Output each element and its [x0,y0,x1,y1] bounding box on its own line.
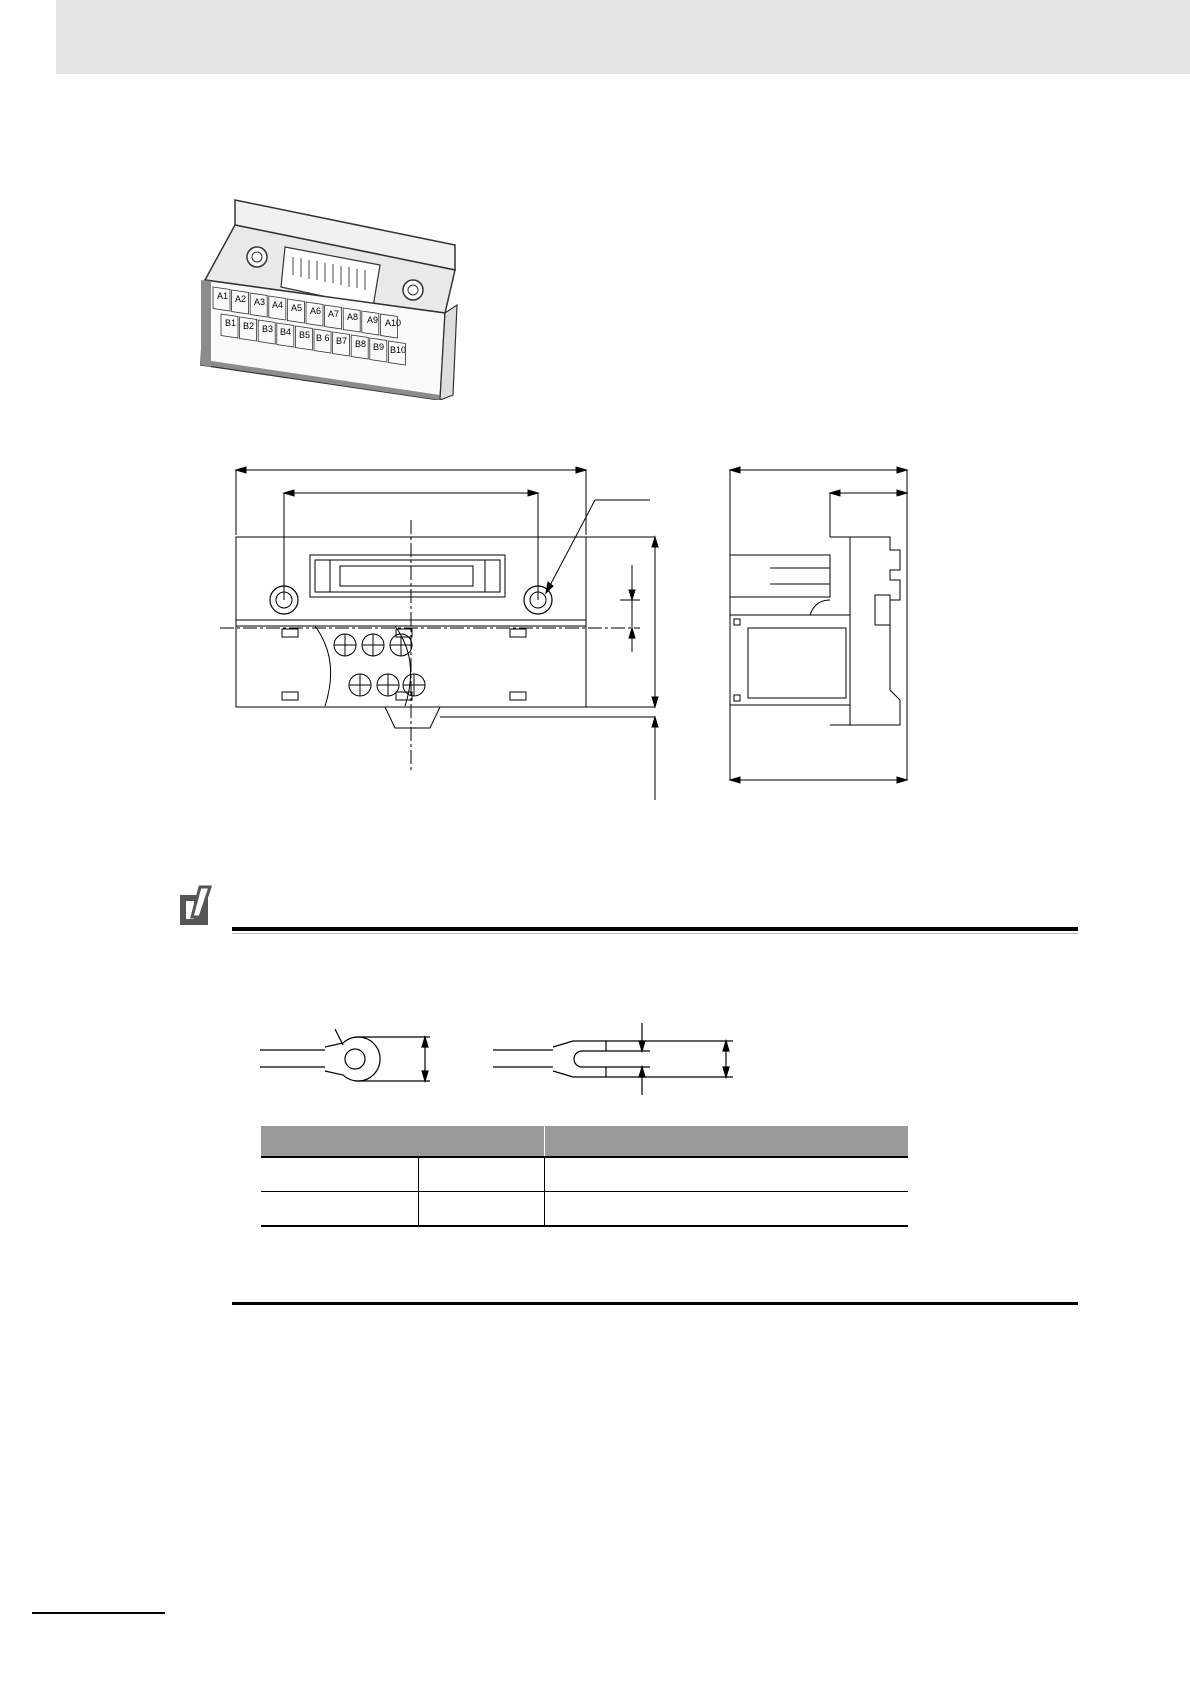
terminal-label-b4: B4 [280,327,292,337]
terminal-label-a10: A10 [385,318,402,328]
table-header-cell [545,1126,909,1157]
side-view-drawing [720,460,920,790]
section-rule-top-shadow [232,933,1078,934]
terminal-spec-table [261,1126,908,1227]
pencil-note-icon [178,885,212,927]
terminal-block-illustration [195,195,465,400]
terminal-label-a6: A6 [310,306,322,316]
table-cell [419,1157,545,1192]
terminal-label-a1: A1 [217,291,229,301]
terminal-label-b8: B8 [355,339,367,349]
terminal-label-a2: A2 [235,294,247,304]
table-header-row [261,1126,908,1157]
terminal-label-a7: A7 [328,309,340,319]
section-rule-top [232,927,1078,931]
fork-terminal-diagram [488,1015,748,1100]
terminal-label-b10: B10 [390,345,407,355]
terminal-label-b1: B1 [225,318,237,328]
table-cell [261,1157,419,1192]
table-cell [545,1157,909,1192]
table-cell [419,1192,545,1227]
terminal-label-a3: A3 [254,297,266,307]
terminal-label-a5: A5 [291,303,303,313]
terminal-label-a4: A4 [272,300,284,310]
terminal-label-b2: B2 [243,321,255,331]
terminal-label-a8: A8 [347,312,359,322]
table-cell [261,1192,419,1227]
terminal-label-b5: B5 [299,330,311,340]
table-header-cell [261,1126,545,1157]
table-cell [545,1192,909,1227]
table-row [261,1157,908,1192]
terminal-label-b6: B 6 [316,333,330,343]
terminal-label-a9: A9 [367,315,379,325]
footer-rule [32,1612,165,1614]
front-view-drawing [200,460,670,805]
terminal-label-b7: B7 [336,336,348,346]
table-row [261,1192,908,1227]
section-rule-bottom [232,1302,1078,1305]
terminal-label-b9: B9 [373,342,385,352]
round-terminal-diagram [255,1015,455,1100]
terminal-label-b3: B3 [262,324,274,334]
page-header-band [56,0,1190,74]
